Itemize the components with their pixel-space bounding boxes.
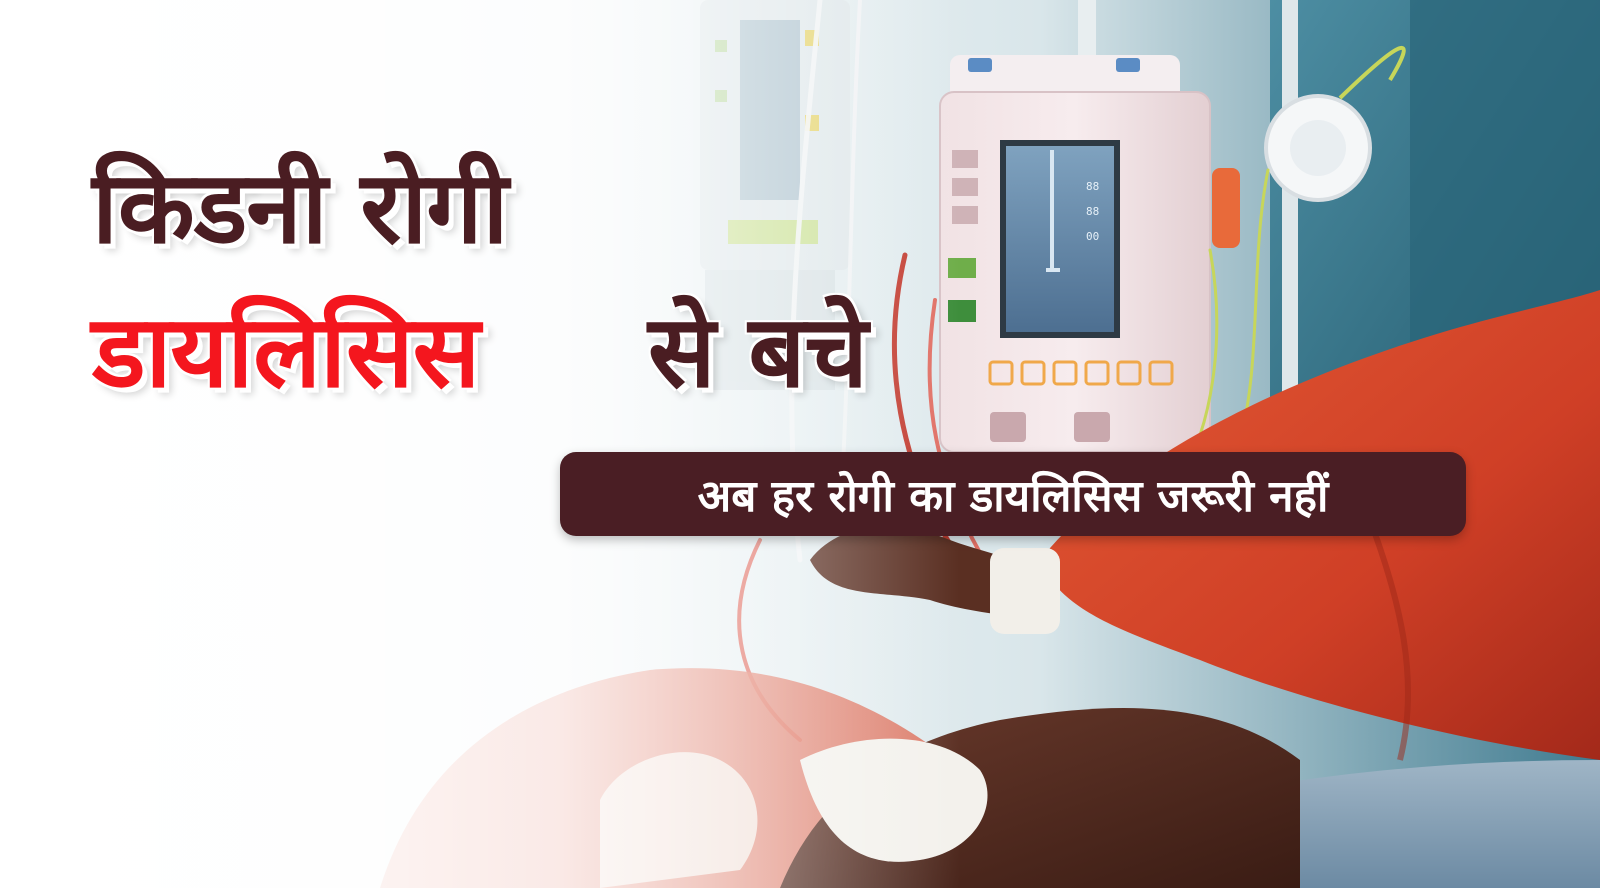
headline-line-2-rest: से बचे	[648, 293, 868, 410]
subtitle-banner	[560, 452, 1466, 536]
subtitle-text: अब हर रोगी का डायलिसिस जरूरी नहीं	[697, 471, 1329, 522]
headline-line-1: किडनी रोगी	[92, 149, 508, 266]
headline-highlight: डायलिसिस	[92, 293, 480, 410]
